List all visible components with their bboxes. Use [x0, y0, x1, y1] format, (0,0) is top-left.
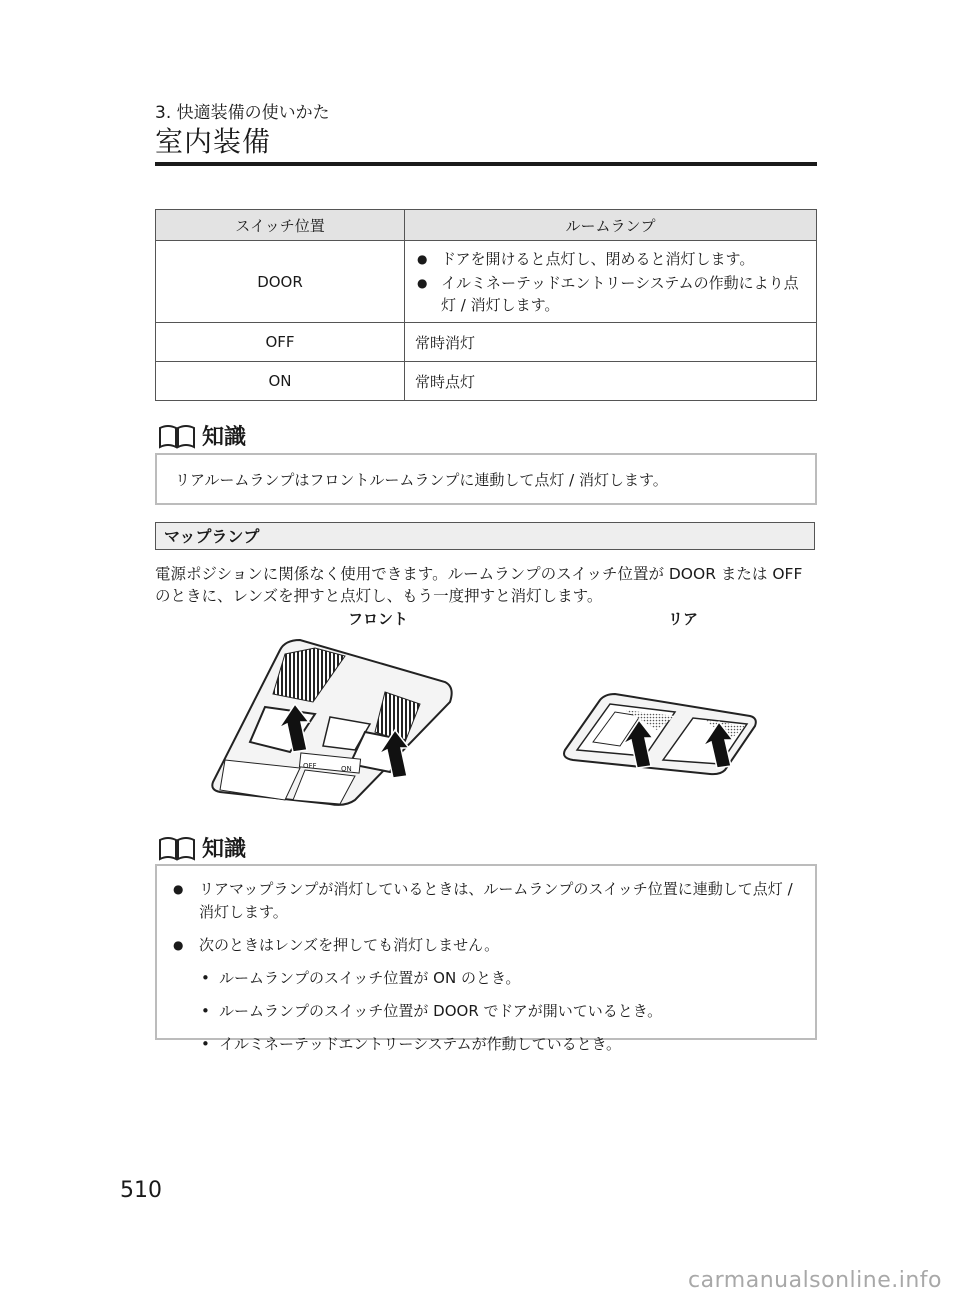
list-item: ● 次のときはレンズを押しても消灯しません。 [171, 934, 797, 957]
page-number: 510 [120, 1178, 162, 1203]
knowledge-note-box [155, 453, 817, 505]
list-item: • イルミネーテッドエントリーシステムが作動しているとき。 [171, 1033, 797, 1056]
table-cell-description: 常時点灯 [405, 362, 817, 401]
table-row [156, 362, 817, 401]
table-header-switch-position: スイッチ位置 [156, 210, 405, 241]
list-item: • ルームランプのスイッチ位置が ON のとき。 [171, 967, 797, 990]
book-icon [158, 835, 196, 861]
knowledge-sub-bullet-list [171, 967, 797, 1056]
list-item: ● ドアを開けると点灯し、閉めると消灯します。 [415, 248, 806, 270]
map-lamp-title: マップランプ [155, 522, 815, 550]
list-item: ● リアマップランプが消灯しているときは、ルームランプのスイッチ位置に連動して点灯 / 消灯します。 [171, 878, 797, 924]
map-lamp-illustration [205, 632, 765, 812]
knowledge-heading [158, 832, 246, 863]
table-cell-position: DOOR [156, 241, 405, 323]
knowledge-label: 知識 [202, 425, 247, 450]
table-header-row [156, 210, 817, 241]
front-label: フロント [348, 610, 409, 628]
front-map-lamp-unit [212, 640, 451, 805]
table-cell-description [405, 241, 817, 323]
switch-on-label: ON [341, 765, 352, 773]
table-cell-position: ON [156, 362, 405, 401]
knowledge-heading [158, 420, 246, 451]
section-subtitle: 3. 快適装備の使いかた [155, 103, 330, 123]
table-row [156, 323, 817, 362]
table-cell-position: OFF [156, 323, 405, 362]
switch-position-table [155, 209, 817, 401]
table-row [156, 241, 817, 323]
list-item: ● イルミネーテッドエントリーシステムの作動により点灯 / 消灯します。 [415, 272, 806, 316]
switch-off-label: OFF [303, 762, 317, 770]
knowledge-note-text: リアルームランプはフロントルームランプに連動して点灯 / 消灯します。 [175, 471, 668, 489]
rear-map-lamp-unit [564, 694, 756, 774]
knowledge-label: 知識 [202, 837, 247, 862]
heading-rule [155, 162, 817, 166]
knowledge-note-box [155, 864, 817, 1053]
knowledge-bullet-list [171, 878, 797, 957]
table-cell-description: 常時消灯 [405, 323, 817, 362]
watermark: carmanualsonline.info [688, 1268, 942, 1293]
book-icon [158, 423, 196, 449]
list-item: • ルームランプのスイッチ位置が DOOR でドアが開いているとき。 [171, 1000, 797, 1023]
map-lamp-description: 電源ポジションに関係なく使用できます。ルームランプのスイッチ位置が DOOR または OFF のときに、レンズを押すと点灯し、もう一度押すと消灯します。 [155, 565, 803, 605]
page-title: 室内装備 [155, 125, 272, 158]
table-header-room-lamp: ルームランプ [405, 210, 817, 241]
rear-label: リア [668, 610, 699, 628]
